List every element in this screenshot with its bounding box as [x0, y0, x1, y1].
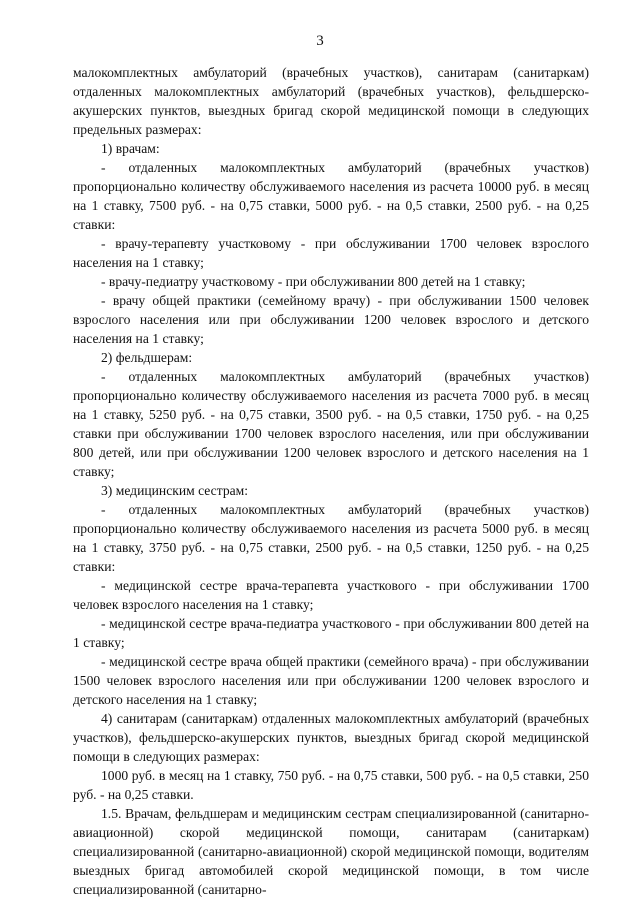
paragraph: - отдаленных малокомплектных амбулаторий (врачебных участков) пропорционально количеству обслуживаемого населения из расчета 10000 руб. в месяц на 1 ставку, 7500 руб. - на 0,75 ставки, 5000 руб. - на 0,5 ставки, 2500 руб. - на 0,25 ставки: [73, 160, 589, 232]
paragraph: - медицинской сестре врача-терапевта участкового - при обслуживании 1700 человек взрослого населения на 1 ставку; [73, 578, 589, 612]
paragraph: - медицинской сестре врача общей практики (семейного врача) - при обслуживании 1500 человек взрослого населения или при обслуживании 1200 человек взрослого и детского населения на 1 ставку; [73, 654, 589, 707]
paragraph: 3) медицинским сестрам: [101, 483, 249, 498]
paragraph: 1000 руб. в месяц на 1 ставку, 750 руб. - на 0,75 ставки, 500 руб. - на 0,5 ставки, 250 руб. - на 0,25 ставки. [73, 768, 589, 802]
paragraph: - отдаленных малокомплектных амбулаторий (врачебных участков) пропорционально количеству обслуживаемого населения из расчета 5000 руб. в месяц на 1 ставку, 3750 руб. - на 0,75 ставки, 2500 руб. - на 0,5 ставки, 1250 руб. - на 0,25 ставки: [73, 502, 589, 574]
page-number: 3 [316, 33, 324, 49]
paragraph: - врачу-терапевту участковому - при обслуживании 1700 человек взрослого населения на 1 ставку; [73, 236, 589, 270]
paragraph: - врачу-педиатру участковому - при обслуживании 800 детей на 1 ставку; [101, 274, 526, 289]
paragraph: малокомплектных амбулаторий (врачебных участков), санитарам (санитаркам) отдаленных малокомплектных амбулаторий (врачебных участков), фельдшерско-акушерских пунктов, выездных бригад скорой медицинской помощи в следующих предельных размерах: [73, 65, 589, 137]
paragraph: 4) санитарам (санитаркам) отдаленных малокомплектных амбулаторий (врачебных участков), фельдшерско-акушерских пунктов, выездных бригад скорой медицинской помощи в следующих размерах: [73, 711, 589, 764]
paragraph: - медицинской сестре врача-педиатра участкового - при обслуживании 800 детей на 1 ставку; [73, 616, 589, 650]
paragraph: - врачу общей практики (семейному врачу) - при обслуживании 1500 человек взрослого населения или при обслуживании 1200 человек взрослого и детского населения на 1 ставку; [73, 293, 589, 346]
paragraph: 1) врачам: [101, 141, 160, 156]
paragraph: - отдаленных малокомплектных амбулаторий (врачебных участков) пропорционально количеству обслуживаемого населения из расчета 7000 руб. в месяц на 1 ставку, 5250 руб. - на 0,75 ставки, 3500 руб. - на 0,5 ставки, 1750 руб. - на 0,25 ставки при обслуживании 1700 человек взрослого населения, или при обслуживании 800 детей, или при обслуживании 1200 человек взрослого и детского населения на 1 ставку; [73, 369, 589, 479]
body-text [73, 63, 589, 899]
paragraph: 1.5. Врачам, фельдшерам и медицинским сестрам специализированной (санитарно-авиационной) скорой медицинской помощи, санитарам (санитаркам) специализированной (санитарно-авиационной) скорой медицинской помощи, водителям выездных бригад автомобилей скорой медицинской помощи, в том числе специализированной (санитарно- [73, 806, 589, 897]
paragraph: 2) фельдшерам: [101, 350, 193, 365]
